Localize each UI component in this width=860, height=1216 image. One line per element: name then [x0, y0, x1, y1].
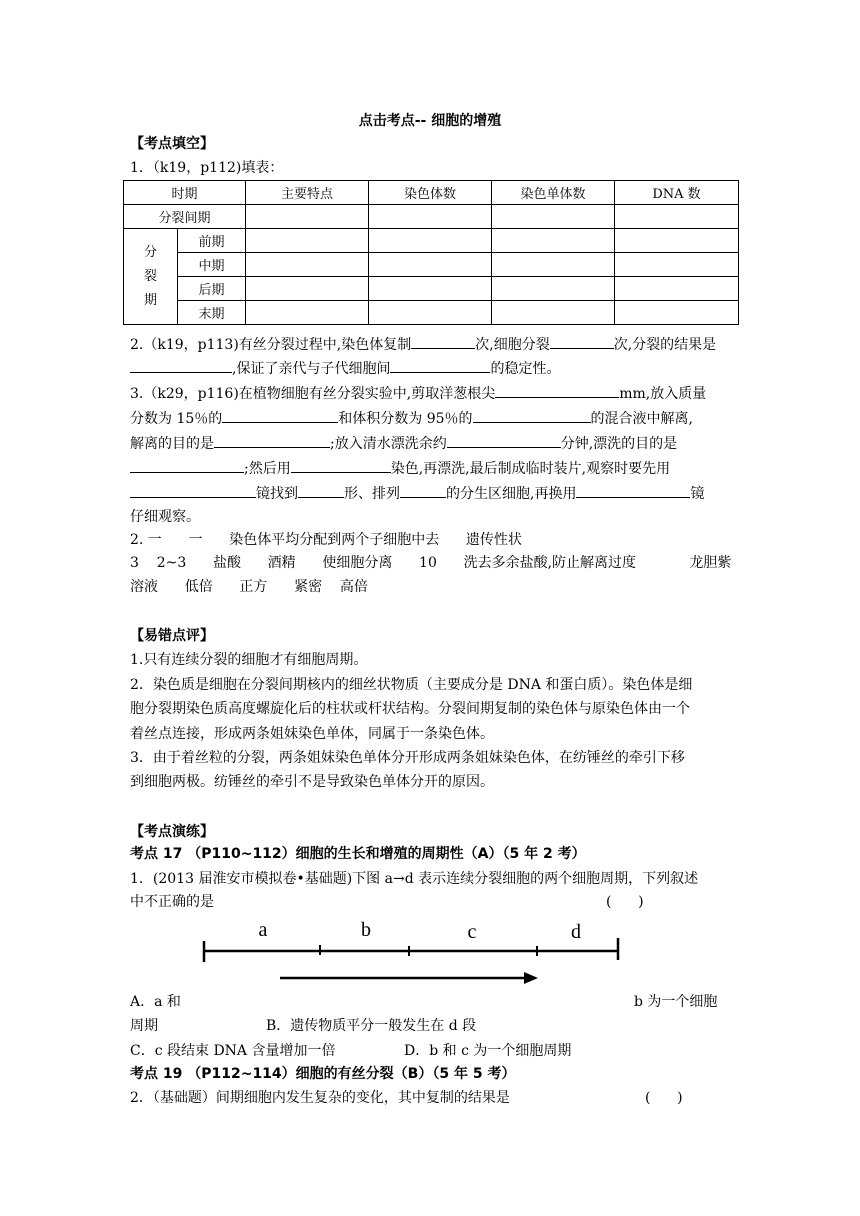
blank: [400, 484, 446, 498]
division-label: [124, 229, 178, 325]
option-d: D．b 和 c 为一个细胞周期: [404, 1043, 572, 1059]
q3-text: 形、排列: [344, 486, 400, 502]
table-row: [124, 277, 739, 301]
segment-label-a: a: [258, 919, 268, 941]
answer-bracket: ( ): [645, 1090, 683, 1106]
header-chromosomes: 染色体数: [369, 181, 492, 205]
q3-text: 的分生区细胞,再换用: [446, 486, 577, 502]
table-cell: [492, 205, 615, 229]
table-cell: [615, 253, 739, 277]
option-a-part-3: 周期: [130, 1018, 158, 1034]
q2-text: ,保证了亲代与子代细胞间: [232, 361, 391, 377]
phase-telophase: 末期: [178, 301, 246, 325]
table-cell: [246, 229, 369, 253]
answer-line-1: 2. 一 一 染色体平均分配到两个子细胞中去 遗传性状: [130, 532, 522, 548]
q3-text: 3.（k29，p116)在植物细胞有丝分裂实验中,剪取洋葱根尖: [130, 386, 496, 402]
division-char: 期: [143, 292, 157, 308]
q3-text: 和体积分数为 95％的: [338, 411, 473, 427]
blank: [222, 409, 338, 423]
table-row: [124, 301, 739, 325]
q3-text: 镜: [690, 486, 705, 502]
q2-text: 次,细胞分裂: [475, 337, 550, 353]
section-fill-heading: 【考点填空】: [130, 136, 214, 152]
blank: [130, 484, 256, 498]
division-char: 裂: [143, 268, 157, 284]
practice-1-line-2: 中不正确的是: [130, 894, 214, 910]
blank: [447, 434, 561, 448]
q2-text: 的稳定性。: [490, 361, 561, 377]
table-cell: [615, 301, 739, 325]
cell-cycle-diagram: [190, 908, 630, 990]
option-b: B．遗传物质平分一般发生在 d 段: [266, 1018, 477, 1034]
q3-text: 镜找到: [256, 486, 298, 502]
table-cell: [246, 205, 369, 229]
error-point-1: 1.只有连续分裂的细胞才有细胞周期。: [130, 652, 368, 668]
table-cell: [369, 253, 492, 277]
blank: [214, 434, 330, 448]
q2-text: 2.（k19，p113)有丝分裂过程中,染色体复制: [130, 337, 412, 353]
question-3-line-4: [130, 459, 670, 477]
segment-label-d: d: [571, 921, 581, 943]
blank: [291, 459, 391, 473]
kp19-heading: 考点 19 （P112~114）细胞的有丝分裂（B）（5 年 5 考）: [130, 1066, 516, 1082]
section-error-heading: 【易错点评】: [130, 628, 214, 644]
error-point-2-line-1: 2．染色质是细胞在分裂间期核内的细丝状物质（主要成分是 DNA 和蛋白质）。染色体是细: [130, 677, 693, 693]
table-cell: [615, 229, 739, 253]
q3-text: 的混合液中解离,: [590, 411, 693, 427]
table-cell: [615, 277, 739, 301]
answer-line-3: 溶液 低倍 正方 紧密 高倍: [130, 579, 368, 595]
question-2-line-1: [130, 335, 716, 353]
arrowhead-icon: [524, 972, 538, 984]
header-chromatids: 染色单体数: [492, 181, 615, 205]
q2-text: 次,分裂的结果是: [613, 337, 717, 353]
table-header-row: [124, 181, 739, 205]
segment-label-b: b: [361, 919, 371, 941]
table-cell: [369, 277, 492, 301]
row-interphase: 分裂间期: [124, 205, 246, 229]
blank: [473, 409, 591, 423]
table-cell: [246, 277, 369, 301]
phase-anaphase: 后期: [178, 277, 246, 301]
question-3-line-1: [130, 384, 706, 402]
fill-table: [123, 180, 739, 325]
answer-line-2: 3 2~3 盐酸 酒精 使细胞分离 10 洗去多余盐酸,防止解离过度 龙胆紫: [130, 555, 732, 571]
error-point-2-line-2: 胞分裂期染色质高度螺旋化后的柱状或杆状结构。分裂间期复制的染色体与原染色体由一个: [130, 701, 690, 717]
question-3-line-5: [130, 484, 704, 502]
division-char: 分: [143, 244, 157, 260]
question-3-line-6: 仔细观察。: [130, 509, 200, 525]
option-c: C．c 段结束 DNA 含量增加一倍: [130, 1043, 336, 1059]
question-1: 1．（k19，p112)填表：: [130, 160, 284, 176]
kp17-heading: 考点 17 （P110~112）细胞的生长和增殖的周期性（A）（5 年 2 考）: [130, 846, 586, 862]
error-point-3-line-1: 3．由于着丝粒的分裂，两条姐妹染色单体分开形成两条姐妹染色体，在纺锤丝的牵引下移: [130, 750, 685, 766]
table-cell: [492, 229, 615, 253]
phase-metaphase: 中期: [178, 253, 246, 277]
table-cell: [615, 205, 739, 229]
option-a-part-1: A．a 和: [130, 994, 181, 1010]
header-dna: DNA 数: [615, 181, 739, 205]
question-3-line-2: [130, 409, 693, 427]
q3-text: ;然后用: [244, 461, 291, 477]
table-cell: [246, 253, 369, 277]
q3-text: 分钟,漂洗的目的是: [560, 436, 678, 452]
option-a-part-2: b 为一个细胞: [634, 994, 718, 1010]
blank: [130, 459, 244, 473]
table-cell: [369, 301, 492, 325]
table-cell: [246, 301, 369, 325]
segment-label-c: c: [467, 921, 477, 943]
error-point-3-line-2: 到细胞两极。纺锤丝的牵引不是导致染色单体分开的原因。: [130, 774, 494, 790]
answer-bracket: ( ): [606, 894, 644, 910]
blank: [130, 359, 232, 373]
section-practice-heading: 【考点演练】: [130, 824, 214, 840]
table-cell: [369, 229, 492, 253]
practice-2: 2．（基础题）间期细胞内发生复杂的变化，其中复制的结果是: [130, 1090, 510, 1106]
table-cell: [369, 205, 492, 229]
table-row: [124, 253, 739, 277]
blank: [411, 335, 475, 349]
table-cell: [492, 253, 615, 277]
q3-text: 分数为 15％的: [130, 411, 223, 427]
error-point-2-line-3: 着丝点连接，形成两条姐妹染色单体，同属于一条染色体。: [130, 726, 494, 742]
table-row: [124, 205, 739, 229]
table-cell: [492, 277, 615, 301]
header-period: 时期: [124, 181, 246, 205]
q3-text: 解离的目的是: [130, 436, 214, 452]
blank: [576, 484, 690, 498]
question-3-line-3: [130, 434, 677, 452]
page-title: 点击考点-- 细胞的增殖: [358, 113, 502, 129]
blank: [298, 484, 344, 498]
blank: [495, 384, 619, 398]
q3-text: 染色,再漂洗,最后制成临时装片,观察时要先用: [390, 461, 671, 477]
question-2-line-2: [130, 359, 560, 377]
q3-text: mm,放入质量: [619, 386, 707, 402]
table-cell: [492, 301, 615, 325]
practice-1-line-1: 1．(2013 届淮安市模拟卷•基础题)下图 a→d 表示连续分裂细胞的两个细胞周期，下列叙述: [130, 871, 699, 887]
blank: [390, 359, 490, 373]
table-row: [124, 229, 739, 253]
q3-text: ;放入清水漂洗余约: [330, 436, 447, 452]
header-features: 主要特点: [246, 181, 369, 205]
phase-prophase: 前期: [178, 229, 246, 253]
blank: [550, 335, 614, 349]
